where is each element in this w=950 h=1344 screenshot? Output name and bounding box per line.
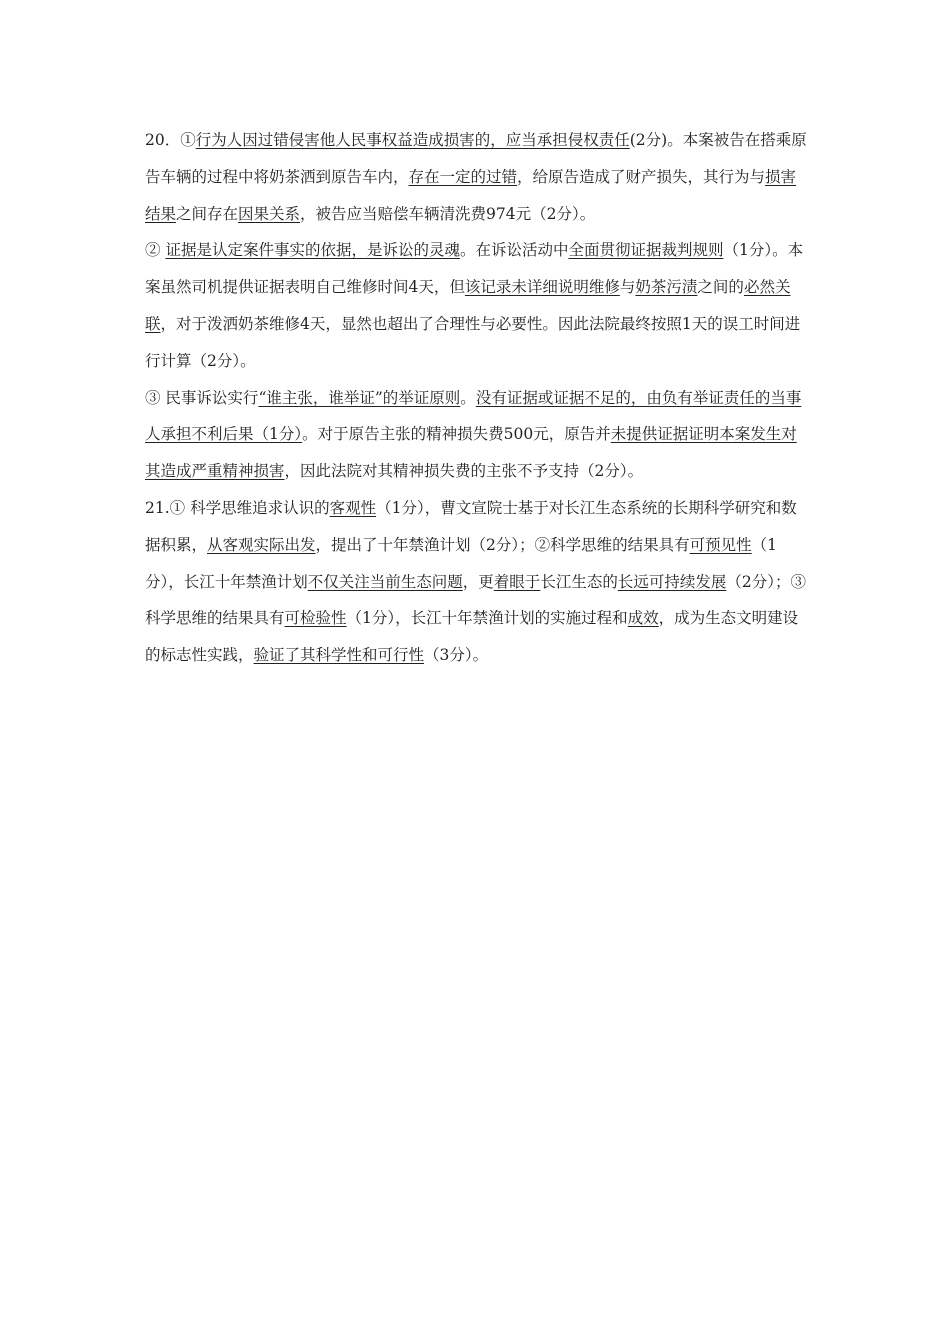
key-point-underlined: 着眼于 xyxy=(493,572,541,591)
answer-text: ③ 民事诉讼实行 xyxy=(145,388,259,407)
answer-text: 。 xyxy=(460,388,476,407)
key-point-underlined: 全面贯彻证据裁判规则 xyxy=(568,241,724,260)
answer-text: ，更 xyxy=(462,572,494,591)
answer-paragraph-q20-point2 xyxy=(145,232,810,379)
key-point-underlined: 因果关系 xyxy=(238,204,301,223)
answer-text: 之间的 xyxy=(697,278,744,297)
key-point-underlined: 可检验性 xyxy=(284,609,347,628)
answer-text: （1分），长江十年禁渔计划 xyxy=(145,535,778,591)
answer-text: ，被告应当赔偿车辆清洗费974元（2分）。 xyxy=(300,204,596,223)
key-point-underlined: 损害结果 xyxy=(145,167,797,223)
key-point-underlined: 客观性 xyxy=(329,498,377,517)
answer-text: 。对于原告主张的精神损失费500元，原告并 xyxy=(302,425,611,444)
key-point-underlined: 不仅关注当前生态问题 xyxy=(307,572,463,591)
key-point-underlined: 行为人因过错侵害他人民事权益造成损害的，应当承担侵权责任 xyxy=(195,131,630,149)
answer-text: 20．① xyxy=(145,131,196,149)
key-point-underlined: 没有证据或证据不足的，由负有举证责任的当事人承担不利后果（1分） xyxy=(145,388,802,444)
answer-content xyxy=(145,122,810,674)
answer-text: 。在诉讼活动中 xyxy=(459,241,569,260)
answer-text: ，对于泼洒奶茶维修4天，显然也超出了合理性与必要性。因此法院最终按照1天的误工时间进行计算（2分）。 xyxy=(145,314,801,370)
key-point-underlined: 可预见性 xyxy=(689,535,752,554)
answer-text: 与 xyxy=(619,278,636,297)
key-point-underlined: 未提供证据证明本案发生对其造成严重精神损害 xyxy=(145,425,797,481)
key-point-underlined: “谁主张，谁举证”的举证原则 xyxy=(258,388,461,407)
key-point-underlined: 成效 xyxy=(627,609,659,628)
answer-text: 之间存在 xyxy=(176,204,239,223)
key-point-underlined: 该记录未详细说明维修 xyxy=(464,278,620,297)
answer-text: 21.① 科学思维追求认识的 xyxy=(145,498,330,517)
key-point-underlined: 从客观实际出发 xyxy=(207,535,316,554)
answer-text: ，因此法院对其精神损失费的主张不予支持（2分）。 xyxy=(284,462,644,481)
key-point-underlined: 验证了其科学性和可行性 xyxy=(253,646,425,665)
key-point-underlined: 证据是认定案件事实的依据，是诉讼的灵魂 xyxy=(165,241,460,260)
answer-paragraph-q20-point1 xyxy=(145,122,810,232)
answer-text: （1分）。本案虽然司机提供证据表明自己维修时间4天，但 xyxy=(145,241,804,297)
key-point-underlined: 奶茶污渍 xyxy=(635,278,698,297)
answer-paragraph-q21 xyxy=(145,490,810,674)
answer-text: (2分)。本案被告在搭乘原告车辆的过程中将奶茶洒到原告车内， xyxy=(145,131,807,186)
answer-text: ，提出了十年禁渔计划（2分）；②科学思维的结果具有 xyxy=(315,535,690,554)
answer-text: （1分），长江十年禁渔计划的实施过程和 xyxy=(346,609,628,628)
answer-text: （3分）。 xyxy=(424,646,489,665)
key-point-underlined: 长远可持续发展 xyxy=(617,572,727,591)
answer-text: ，成为生态文明建设的标志性实践， xyxy=(145,609,799,665)
key-point-underlined: 存在一定的过错 xyxy=(408,167,518,186)
answer-text: （1分），曹文宣院士基于对长江生态系统的长期科学研究和数据积累， xyxy=(145,498,797,554)
answer-text: 长江生态的 xyxy=(540,572,618,591)
answer-text: （2分）；③科学思维的结果具有 xyxy=(145,572,806,628)
answer-text: ，给原告造成了财产损失，其行为与 xyxy=(517,167,766,186)
key-point-underlined: 必然关联 xyxy=(145,278,791,333)
answer-paragraph-q20-point3 xyxy=(145,380,810,490)
answer-text: ② xyxy=(145,241,166,260)
